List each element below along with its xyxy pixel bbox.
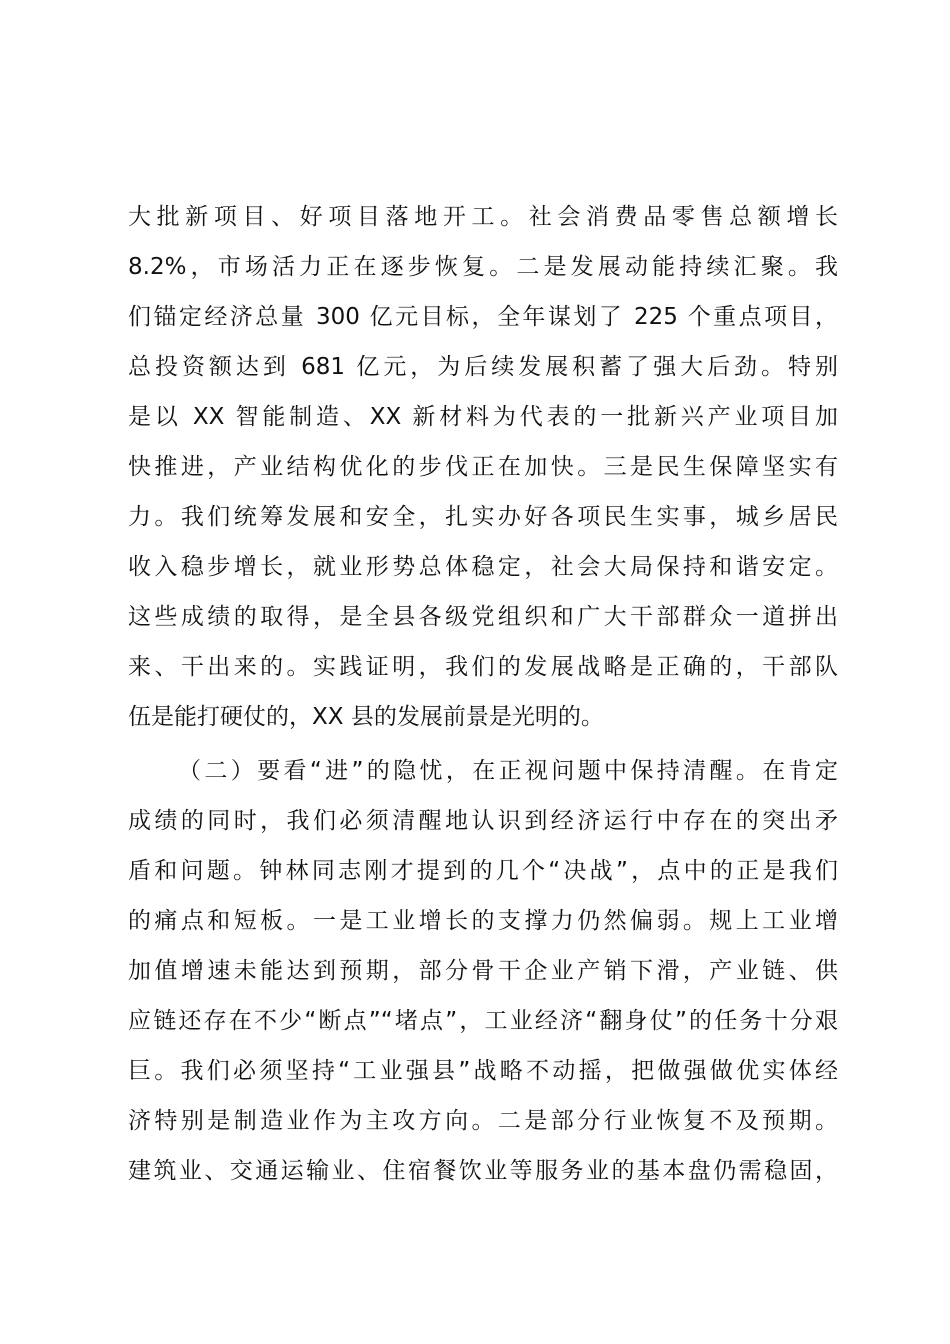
text-line: 巨。我们必须坚持“工业强县”战略不动摇，把做强做优实体经 bbox=[128, 1058, 838, 1084]
text-line: 伍是能打硬仗的，XX 县的发展前景是光明的。 bbox=[128, 704, 604, 730]
section-heading-line: （二）要看“进”的隐忧，在正视问题中保持清醒。在肯定 bbox=[178, 758, 838, 784]
text-line: 济特别是制造业作为主攻方向。二是部分行业恢复不及预期。 bbox=[128, 1108, 838, 1134]
text-line: 成绩的同时，我们必须清醒地认识到经济运行中存在的突出矛 bbox=[128, 808, 838, 834]
text-line: 这些成绩的取得，是全县各级党组织和广大干部群众一道拼出 bbox=[128, 604, 838, 630]
text-line: 8.2%，市场活力正在逐步恢复。二是发展动能持续汇聚。我 bbox=[128, 254, 838, 280]
text-line: 快推进，产业结构优化的步伐正在加快。三是民生保障坚实有 bbox=[128, 454, 838, 480]
text-line: 加值增速未能达到预期，部分骨干企业产销下滑，产业链、供 bbox=[128, 958, 838, 984]
text-line: 是以 XX 智能制造、XX 新材料为代表的一批新兴产业项目加 bbox=[128, 404, 838, 430]
text-line: 来、干出来的。实践证明，我们的发展战略是正确的，干部队 bbox=[128, 654, 838, 680]
text-line: 总投资额达到 681 亿元，为后续发展积蓄了强大后劲。特别 bbox=[128, 354, 838, 380]
text-line: 盾和问题。钟林同志刚才提到的几个“决战”，点中的正是我们 bbox=[128, 858, 838, 884]
paragraph-achievements bbox=[128, 192, 838, 742]
text-line: 的痛点和短板。一是工业增长的支撑力仍然偏弱。规上工业增 bbox=[128, 908, 838, 934]
text-line: 们锚定经济总量 300 亿元目标，全年谋划了 225 个重点项目， bbox=[128, 304, 838, 330]
document-body bbox=[128, 192, 838, 1196]
text-line: 建筑业、交通运输业、住宿餐饮业等服务业的基本盘仍需稳固， bbox=[128, 1158, 838, 1184]
paragraph-concerns bbox=[128, 746, 838, 1196]
text-line: 应链还存在不少“断点”“堵点”，工业经济“翻身仗”的任务十分艰 bbox=[128, 1008, 838, 1034]
text-line: 力。我们统筹发展和安全，扎实办好各项民生实事，城乡居民 bbox=[128, 504, 838, 530]
text-line: 大批新项目、好项目落地开工。社会消费品零售总额增长 bbox=[128, 204, 838, 230]
text-line: 收入稳步增长，就业形势总体稳定，社会大局保持和谐安定。 bbox=[128, 554, 838, 580]
